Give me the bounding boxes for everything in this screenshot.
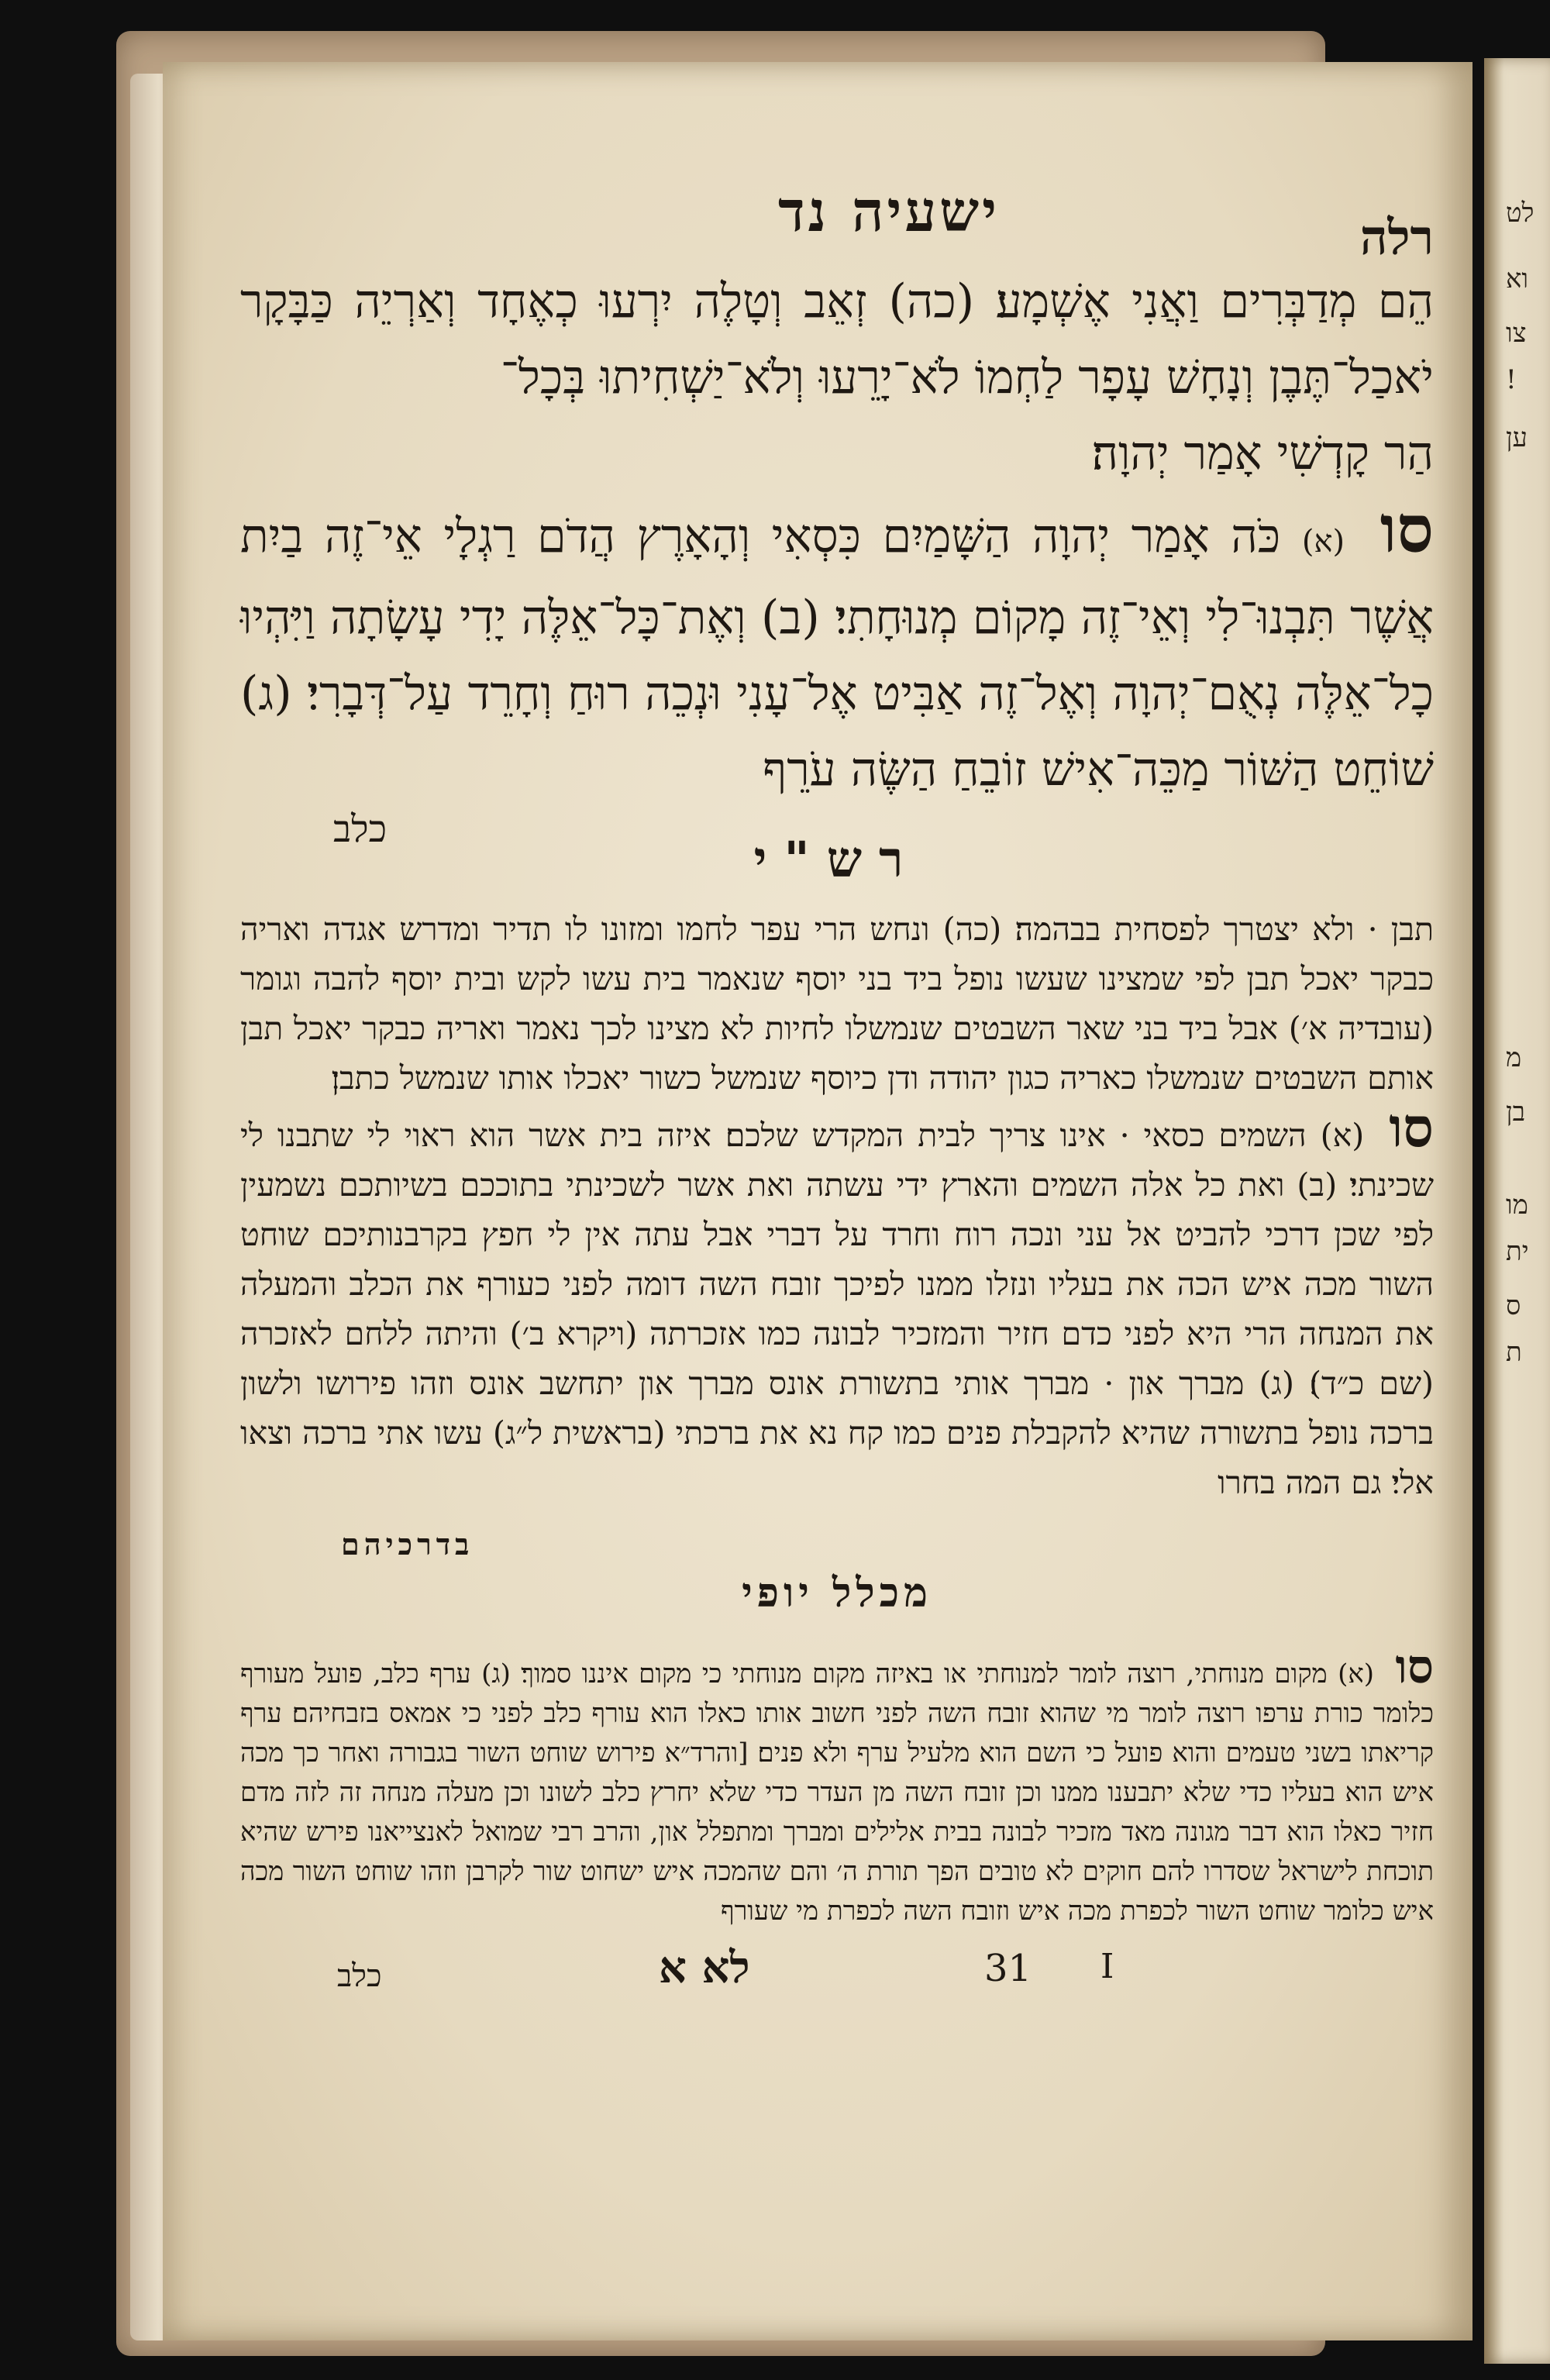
facing-fragment: מו xyxy=(1506,1190,1528,1221)
rashi-title: רש"י xyxy=(753,831,921,889)
michlol-chapter-label: סו xyxy=(1395,1640,1434,1694)
signature-number: 31 xyxy=(984,1947,1032,1990)
facing-fragment: מ xyxy=(1506,1042,1522,1073)
facing-fragment: ית xyxy=(1506,1236,1529,1267)
chapter-label: סו xyxy=(1380,491,1435,567)
rashi-tail: בדרכיהם xyxy=(341,1527,474,1562)
facing-fragment: צו xyxy=(1506,318,1527,349)
rashi-chapter-label: סו xyxy=(1389,1095,1434,1159)
catchword-row xyxy=(240,808,1434,873)
page-content xyxy=(240,178,1434,2004)
scripture-line-center: הַר קָדְשִׁי אָמַר יְהוָה׃ xyxy=(1091,426,1434,480)
running-title: ישעיה נד xyxy=(777,178,1000,244)
scripture-chapter xyxy=(240,491,1434,808)
folio-number: רלה xyxy=(1359,209,1434,266)
facing-fragment: ! xyxy=(1506,364,1517,395)
facing-fragment: וא xyxy=(1506,263,1529,294)
scripture-verses: כֹּה אָמַר יְהוָה הַשָּׁמַיִם כִּסְאִי וְהָאָרֶץ הֲדֹם רַגְלָי אֵי־זֶה בַיִת אֲשֶׁר תִּבְנוּ־לִי וְאֵי־זֶה מָקוֹם מְנוּחָתִי׃ (ב) וְאֶת־כָּל־אֵלֶּה יָדִי עָשָׂתָה וַיִּהְיוּ כָל־אֵלֶּה נְאֻם־יְהוָה וְאֶל־זֶה אַבִּיט אֶל־עָנִי וּנְכֵה רוּחַ וְחָרֵד עַל־דְּבָרִי׃ (ג) שׁוֹחֵט הַשּׁוֹר מַכֵּה־אִישׁ זוֹבֵחַ הַשֶּׂה עֹרֵף xyxy=(240,509,1434,797)
michlol-body: (א) מקום מנוחתי, רוצה לומר למנוחתי או באיזה מקום מנוחתי כי מקום איננו סמוך׃ (ג) ערף כלב, פועל מעורף כלומר כורת ערפו רוצה לומר מי שהוא זובח השה לפני חשוב אותו כאלו הוא עורף כלב לפני כי אמאס בזבחיהם׃ ערף קריאתו בשני טעמים והוא פועל כי השם הוא מלעיל ערף ולא פנים׃ [והרד״א פירוש שוחט השור בגבורה ואחר כך מכה איש הוא בעליו כדי שלא יתבענו ממנו וכן זובח השה מן העדר כדי שלא יחרץ כלב לשונו וכן מעלה מנחה זה לזה מדם חזיר כאלו הוא דבר מגונה מאד מזכיר לבונה בבית אלילים ומברך ומתפלל און, והרב רבי שמואל לאנצייאנו פירש שהיא תוכחת לישראל שסדרו להם חוקים לא טובים הפך תורת ה׳ והם שהמכה איש ישחוט שור לקרבן וזהו שוחט השור מכה איש כלומר שוחט השור לכפרת מכה איש וזובח השה לכפרת מי שעורף xyxy=(240,1658,1434,1927)
michlol-catchword: כלב xyxy=(337,1958,382,1994)
verse-label: (א) xyxy=(1301,524,1345,560)
michlol-title: מכלל יופי xyxy=(742,1569,932,1617)
scripture-text xyxy=(240,263,1434,415)
rashi-para-1 xyxy=(240,904,1434,1103)
michlol-title-row xyxy=(240,1527,1434,1617)
signature-mark: I xyxy=(1100,1947,1114,1986)
scripture-center-line xyxy=(240,415,1434,491)
facing-fragment: ס xyxy=(1506,1290,1521,1321)
facing-fragment: לט xyxy=(1506,198,1534,229)
rashi-para-2 xyxy=(240,1095,1434,1507)
facing-page xyxy=(1484,58,1550,2364)
scripture-lines-top: הֵם מְדַבְּרִים וַאֲנִי אֶשְׁמָע׃ (כה) זְאֵב וְטָלֶה יִרְעוּ כְאֶחָד וְאַרְיֵה כַּבָּקָר יֹאכַל־תֶּבֶן וְנָחָשׁ עָפָר לַחְמוֹ לֹא־יָרֵעוּ וְלֹא־יַשְׁחִיתוּ בְּכָל־ xyxy=(240,274,1434,405)
facing-fragment: בן xyxy=(1506,1097,1526,1128)
scripture-catchword: כלב xyxy=(333,808,388,851)
michlol-text xyxy=(240,1640,1434,1931)
facing-fragment: ת xyxy=(1506,1337,1522,1368)
page-header xyxy=(240,178,1434,266)
signature-letters: לא א xyxy=(659,1942,750,1993)
rashi-text-2: (א) השמים כסאי · אינו צריך לבית המקדש שלכם׃ איזה בית אשר הוא ראוי לי שתבנו לי שכינתי׃ (ב) ואת כל אלה השמים והארץ ידי עשתה ואת אשר לשכינתי בתוככם בשיותכם נשמעין לפי שכן דרכי להביט אל עני ונכה רוח וחרד על דברי אבל עתה אין לי חפץ בקרבנותיכם שוחט השור מכה איש הכה את בעליו ונזלו ממנו לפיכך זובח השה דומה לפני כעורף את הכלב והמעלה את המנחה הרי היא לפני כדם חזיר והמזכיר לבונה כמו אזכרתה (ויקרא ב׳) והיתה ללחם לאזכרה (שם כ״ד)׃ (ג) מברך און · מברך אותי בתשורת אונס מברך און יתחשב אונס וזהו פירושו ולשון ברכה נופל בתשורה שהיא להקבלת פנים כמו קח נא את ברכתי (בראשית ל״ג) עשו אתי ברכה וצאו אלי׃ גם המה בחרו xyxy=(240,1117,1434,1501)
page-footer xyxy=(240,1942,1434,2004)
facing-fragment: ען xyxy=(1506,422,1528,453)
rashi-text-1: תבן · ולא יצטרך לפסחית בבהמה׃ (כה) ונחש הרי עפר לחמו ומזונו לו תדיר ומדרש אגדה ואריה כבקר יאכל תבן לפי שמצינו שעשו נופל ביד בני יוסף שנאמר בית עשו לקש ובית יוסף להבה וגומר (עובדיה א׳) אבל ביד בני שאר השבטים שנמשלו לחיות לא מצינו לכך נאמר ואריה כבקר יאכל תבן אותם השבטים שנמשלו כאריה כגון יהודה ודן כיוסף שנמשל כשור יאכלו אותו שנמשל כתבן׃ xyxy=(240,911,1434,1097)
